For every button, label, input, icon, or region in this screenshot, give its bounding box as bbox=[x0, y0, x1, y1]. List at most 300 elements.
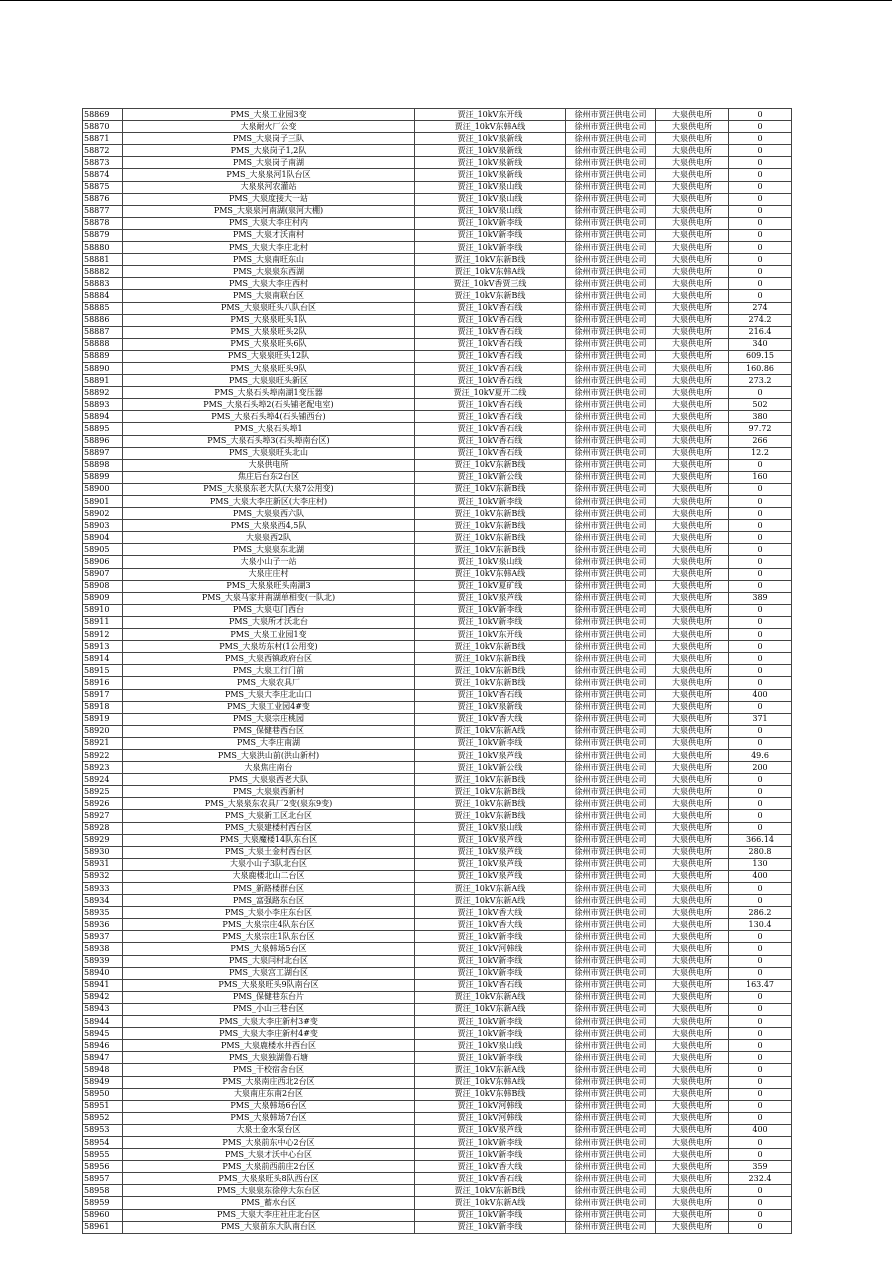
cell-feeder-line: 贾汪_10kV新李线 bbox=[415, 496, 566, 508]
table-row bbox=[83, 653, 792, 665]
cell-station: 大泉供电所 bbox=[656, 931, 729, 943]
cell-feeder-line: 贾汪_10kV香大线 bbox=[415, 1161, 566, 1173]
cell-feeder-line: 贾汪_10kV新李线 bbox=[415, 217, 566, 229]
cell-value: 0 bbox=[729, 1197, 792, 1209]
cell-area-name: PMS_大泉闫村北台区 bbox=[123, 955, 415, 967]
cell-row-id: 58925 bbox=[83, 786, 123, 798]
table-row bbox=[83, 169, 792, 181]
cell-station: 大泉供电所 bbox=[656, 278, 729, 290]
cell-feeder-line: 贾汪_10kV东新B线 bbox=[415, 641, 566, 653]
cell-area-name: PMS_大泉大李庄村内 bbox=[123, 217, 415, 229]
cell-value: 0 bbox=[729, 701, 792, 713]
cell-company: 徐州市贾汪供电公司 bbox=[566, 762, 656, 774]
cell-feeder-line: 贾汪_10kV东新B线 bbox=[415, 774, 566, 786]
cell-value: 380 bbox=[729, 411, 792, 423]
cell-value: 49.6 bbox=[729, 749, 792, 761]
cell-row-id: 58936 bbox=[83, 919, 123, 931]
cell-feeder-line: 贾汪_10kV新公线 bbox=[415, 762, 566, 774]
cell-station: 大泉供电所 bbox=[656, 858, 729, 870]
cell-value: 266 bbox=[729, 435, 792, 447]
cell-company: 徐州市贾汪供电公司 bbox=[566, 254, 656, 266]
cell-company: 徐州市贾汪供电公司 bbox=[566, 1185, 656, 1197]
cell-area-name: PMS_大泉泉河南湖(泉河大棚) bbox=[123, 205, 415, 217]
table-row bbox=[83, 919, 792, 931]
cell-feeder-line: 贾汪_10kV东新B线 bbox=[415, 483, 566, 495]
table-row bbox=[83, 568, 792, 580]
table-row bbox=[83, 677, 792, 689]
cell-feeder-line: 贾汪_10kV东新B线 bbox=[415, 810, 566, 822]
cell-value: 0 bbox=[729, 1052, 792, 1064]
cell-row-id: 58921 bbox=[83, 737, 123, 749]
cell-value: 0 bbox=[729, 677, 792, 689]
cell-company: 徐州市贾汪供电公司 bbox=[566, 350, 656, 362]
cell-feeder-line: 贾汪_10kV东韩A线 bbox=[415, 1076, 566, 1088]
cell-station: 大泉供电所 bbox=[656, 423, 729, 435]
cell-row-id: 58933 bbox=[83, 883, 123, 895]
cell-area-name: PMS_大泉工业园1变 bbox=[123, 629, 415, 641]
cell-area-name: PMS_大泉小李庄东台区 bbox=[123, 907, 415, 919]
cell-area-name: PMS_大泉洪山前(洪山新村) bbox=[123, 749, 415, 761]
cell-feeder-line: 贾汪_10kV泉芦线 bbox=[415, 592, 566, 604]
cell-company: 徐州市贾汪供电公司 bbox=[566, 338, 656, 350]
cell-value: 0 bbox=[729, 822, 792, 834]
cell-company: 徐州市贾汪供电公司 bbox=[566, 387, 656, 399]
table-row bbox=[83, 350, 792, 362]
cell-area-name: PMS_大泉鹿楼水井西台区 bbox=[123, 1040, 415, 1052]
cell-station: 大泉供电所 bbox=[656, 483, 729, 495]
cell-value: 0 bbox=[729, 290, 792, 302]
cell-station: 大泉供电所 bbox=[656, 121, 729, 133]
cell-company: 徐州市贾汪供电公司 bbox=[566, 1197, 656, 1209]
cell-area-name: PMS_大泉泉西老大队 bbox=[123, 774, 415, 786]
cell-company: 徐州市贾汪供电公司 bbox=[566, 1076, 656, 1088]
cell-value: 0 bbox=[729, 193, 792, 205]
cell-value: 232.4 bbox=[729, 1173, 792, 1185]
table-row bbox=[83, 616, 792, 628]
cell-row-id: 58950 bbox=[83, 1088, 123, 1100]
table-row bbox=[83, 786, 792, 798]
cell-feeder-line: 贾汪_10kV新李线 bbox=[415, 242, 566, 254]
cell-station: 大泉供电所 bbox=[656, 749, 729, 761]
cell-feeder-line: 贾汪_10kV新李线 bbox=[415, 931, 566, 943]
cell-feeder-line: 贾汪_10kV新李线 bbox=[415, 604, 566, 616]
cell-row-id: 58941 bbox=[83, 979, 123, 991]
cell-area-name: PMS_大泉工行门前 bbox=[123, 665, 415, 677]
cell-feeder-line: 贾汪_10kV东韩A线 bbox=[415, 266, 566, 278]
cell-area-name: PMS_大泉岗子三队 bbox=[123, 133, 415, 145]
cell-row-id: 58935 bbox=[83, 907, 123, 919]
cell-area-name: 大泉泉西2队 bbox=[123, 532, 415, 544]
cell-station: 大泉供电所 bbox=[656, 677, 729, 689]
table-row bbox=[83, 713, 792, 725]
cell-company: 徐州市贾汪供电公司 bbox=[566, 544, 656, 556]
cell-station: 大泉供电所 bbox=[656, 629, 729, 641]
cell-area-name: PMS_大泉南旺东山 bbox=[123, 254, 415, 266]
cell-value: 0 bbox=[729, 1076, 792, 1088]
cell-station: 大泉供电所 bbox=[656, 496, 729, 508]
cell-station: 大泉供电所 bbox=[656, 375, 729, 387]
table-row bbox=[83, 242, 792, 254]
cell-feeder-line: 贾汪_10kV东新B线 bbox=[415, 290, 566, 302]
cell-station: 大泉供电所 bbox=[656, 689, 729, 701]
cell-feeder-line: 贾汪_10kV香石线 bbox=[415, 399, 566, 411]
cell-row-id: 58961 bbox=[83, 1221, 123, 1233]
cell-row-id: 58896 bbox=[83, 435, 123, 447]
cell-area-name: PMS_大泉才沃南村 bbox=[123, 229, 415, 241]
cell-station: 大泉供电所 bbox=[656, 725, 729, 737]
cell-row-id: 58910 bbox=[83, 604, 123, 616]
cell-feeder-line: 贾汪_10kV香石线 bbox=[415, 326, 566, 338]
cell-feeder-line: 贾汪_10kV东新B线 bbox=[415, 520, 566, 532]
cell-company: 徐州市贾汪供电公司 bbox=[566, 157, 656, 169]
cell-station: 大泉供电所 bbox=[656, 1028, 729, 1040]
cell-area-name: PMS_大泉泉旺头9队 bbox=[123, 362, 415, 374]
table-row bbox=[83, 822, 792, 834]
cell-company: 徐州市贾汪供电公司 bbox=[566, 193, 656, 205]
cell-value: 0 bbox=[729, 544, 792, 556]
table-row bbox=[83, 991, 792, 1003]
cell-feeder-line: 贾汪_10kV东新B线 bbox=[415, 459, 566, 471]
cell-station: 大泉供电所 bbox=[656, 762, 729, 774]
cell-feeder-line: 贾汪_10kV东新A线 bbox=[415, 1003, 566, 1015]
cell-value: 0 bbox=[729, 1064, 792, 1076]
cell-value: 0 bbox=[729, 242, 792, 254]
table-row bbox=[83, 858, 792, 870]
cell-area-name: PMS_大泉石头埠2(石头铺老配电室) bbox=[123, 399, 415, 411]
cell-station: 大泉供电所 bbox=[656, 834, 729, 846]
cell-station: 大泉供电所 bbox=[656, 205, 729, 217]
table-body bbox=[83, 109, 792, 1234]
cell-value: 0 bbox=[729, 1136, 792, 1148]
cell-station: 大泉供电所 bbox=[656, 193, 729, 205]
cell-value: 0 bbox=[729, 520, 792, 532]
cell-station: 大泉供电所 bbox=[656, 302, 729, 314]
cell-area-name: PMS_干校宿舍台区 bbox=[123, 1064, 415, 1076]
cell-company: 徐州市贾汪供电公司 bbox=[566, 471, 656, 483]
cell-feeder-line: 贾汪_10kV东新B线 bbox=[415, 798, 566, 810]
cell-station: 大泉供电所 bbox=[656, 810, 729, 822]
cell-area-name: PMS_大泉新工区北台区 bbox=[123, 810, 415, 822]
cell-station: 大泉供电所 bbox=[656, 145, 729, 157]
cell-area-name: PMS_大泉农具厂 bbox=[123, 677, 415, 689]
cell-station: 大泉供电所 bbox=[656, 362, 729, 374]
cell-feeder-line: 贾汪_10kV新李线 bbox=[415, 1016, 566, 1028]
cell-station: 大泉供电所 bbox=[656, 532, 729, 544]
cell-company: 徐州市贾汪供电公司 bbox=[566, 1124, 656, 1136]
cell-value: 400 bbox=[729, 689, 792, 701]
cell-station: 大泉供电所 bbox=[656, 435, 729, 447]
cell-value: 0 bbox=[729, 1016, 792, 1028]
cell-company: 徐州市贾汪供电公司 bbox=[566, 1149, 656, 1161]
table-row bbox=[83, 314, 792, 326]
table-row bbox=[83, 1016, 792, 1028]
table-row bbox=[83, 338, 792, 350]
cell-value: 609.15 bbox=[729, 350, 792, 362]
cell-company: 徐州市贾汪供电公司 bbox=[566, 907, 656, 919]
table-row bbox=[83, 1136, 792, 1148]
cell-value: 366.14 bbox=[729, 834, 792, 846]
cell-company: 徐州市贾汪供电公司 bbox=[566, 967, 656, 979]
cell-company: 徐州市贾汪供电公司 bbox=[566, 991, 656, 1003]
cell-feeder-line: 贾汪_10kV泉新线 bbox=[415, 157, 566, 169]
cell-value: 371 bbox=[729, 713, 792, 725]
cell-station: 大泉供电所 bbox=[656, 774, 729, 786]
cell-feeder-line: 贾汪_10kV东新B线 bbox=[415, 508, 566, 520]
cell-feeder-line: 贾汪_10kV泉芦线 bbox=[415, 1124, 566, 1136]
cell-row-id: 58937 bbox=[83, 931, 123, 943]
cell-station: 大泉供电所 bbox=[656, 181, 729, 193]
cell-station: 大泉供电所 bbox=[656, 870, 729, 882]
table-row bbox=[83, 1124, 792, 1136]
cell-row-id: 58918 bbox=[83, 701, 123, 713]
cell-row-id: 58920 bbox=[83, 725, 123, 737]
cell-area-name: 大泉泉河农灌站 bbox=[123, 181, 415, 193]
cell-row-id: 58938 bbox=[83, 943, 123, 955]
cell-station: 大泉供电所 bbox=[656, 1185, 729, 1197]
cell-row-id: 58931 bbox=[83, 858, 123, 870]
cell-value: 0 bbox=[729, 883, 792, 895]
table-row bbox=[83, 592, 792, 604]
cell-row-id: 58893 bbox=[83, 399, 123, 411]
cell-station: 大泉供电所 bbox=[656, 508, 729, 520]
cell-value: 286.2 bbox=[729, 907, 792, 919]
cell-company: 徐州市贾汪供电公司 bbox=[566, 1040, 656, 1052]
cell-row-id: 58892 bbox=[83, 387, 123, 399]
cell-station: 大泉供电所 bbox=[656, 991, 729, 1003]
cell-area-name: PMS_大泉石头埠4(石头铺西台) bbox=[123, 411, 415, 423]
cell-area-name: PMS_大泉泉东老大队(大泉7公用变) bbox=[123, 483, 415, 495]
cell-station: 大泉供电所 bbox=[656, 1100, 729, 1112]
cell-station: 大泉供电所 bbox=[656, 1136, 729, 1148]
cell-row-id: 58905 bbox=[83, 544, 123, 556]
table-row bbox=[83, 326, 792, 338]
cell-area-name: PMS_大泉大李庄新村3#变 bbox=[123, 1016, 415, 1028]
cell-area-name: PMS_大泉宗庄桃园 bbox=[123, 713, 415, 725]
table-row bbox=[83, 1100, 792, 1112]
cell-row-id: 58959 bbox=[83, 1197, 123, 1209]
cell-row-id: 58875 bbox=[83, 181, 123, 193]
cell-feeder-line: 贾汪_10kV香石线 bbox=[415, 350, 566, 362]
cell-area-name: PMS_大泉南庄西北2台区 bbox=[123, 1076, 415, 1088]
table-row bbox=[83, 1197, 792, 1209]
cell-row-id: 58943 bbox=[83, 1003, 123, 1015]
cell-area-name: PMS_保健巷东台片 bbox=[123, 991, 415, 1003]
cell-row-id: 58945 bbox=[83, 1028, 123, 1040]
cell-company: 徐州市贾汪供电公司 bbox=[566, 532, 656, 544]
cell-feeder-line: 贾汪_10kV新李线 bbox=[415, 1028, 566, 1040]
table-row bbox=[83, 157, 792, 169]
cell-feeder-line: 贾汪_10kV东新A线 bbox=[415, 725, 566, 737]
table-row bbox=[83, 895, 792, 907]
cell-area-name: PMS_大泉宫工湖台区 bbox=[123, 967, 415, 979]
cell-area-name: PMS_富强路东台区 bbox=[123, 895, 415, 907]
cell-company: 徐州市贾汪供电公司 bbox=[566, 641, 656, 653]
cell-row-id: 58926 bbox=[83, 798, 123, 810]
cell-feeder-line: 贾汪_10kV东韩A线 bbox=[415, 121, 566, 133]
table-row bbox=[83, 399, 792, 411]
cell-station: 大泉供电所 bbox=[656, 1112, 729, 1124]
cell-feeder-line: 贾汪_10kV泉山线 bbox=[415, 822, 566, 834]
cell-station: 大泉供电所 bbox=[656, 254, 729, 266]
cell-value: 274 bbox=[729, 302, 792, 314]
cell-feeder-line: 贾汪_10kV泉芦线 bbox=[415, 846, 566, 858]
cell-value: 0 bbox=[729, 931, 792, 943]
cell-row-id: 58952 bbox=[83, 1112, 123, 1124]
cell-station: 大泉供电所 bbox=[656, 447, 729, 459]
cell-area-name: 焦庄后台东2台区 bbox=[123, 471, 415, 483]
cell-company: 徐州市贾汪供电公司 bbox=[566, 1161, 656, 1173]
table-row bbox=[83, 1209, 792, 1221]
cell-row-id: 58876 bbox=[83, 193, 123, 205]
cell-value: 0 bbox=[729, 629, 792, 641]
cell-area-name: PMS_大泉岗子1,2队 bbox=[123, 145, 415, 157]
table-row bbox=[83, 193, 792, 205]
cell-area-name: PMS_大泉所才沃北台 bbox=[123, 616, 415, 628]
cell-area-name: PMS_大泉大李庄新区(大李庄村) bbox=[123, 496, 415, 508]
cell-feeder-line: 贾汪_10kV泉山线 bbox=[415, 181, 566, 193]
cell-value: 0 bbox=[729, 1088, 792, 1100]
cell-company: 徐州市贾汪供电公司 bbox=[566, 205, 656, 217]
cell-company: 徐州市贾汪供电公司 bbox=[566, 580, 656, 592]
cell-value: 0 bbox=[729, 145, 792, 157]
cell-feeder-line: 贾汪_10kV新公线 bbox=[415, 471, 566, 483]
cell-row-id: 58873 bbox=[83, 157, 123, 169]
cell-station: 大泉供电所 bbox=[656, 713, 729, 725]
cell-value: 0 bbox=[729, 725, 792, 737]
table-row bbox=[83, 580, 792, 592]
cell-row-id: 58958 bbox=[83, 1185, 123, 1197]
cell-area-name: PMS_小山三巷台区 bbox=[123, 1003, 415, 1015]
cell-area-name: PMS_大泉泉旺头8队西台区 bbox=[123, 1173, 415, 1185]
cell-value: 502 bbox=[729, 399, 792, 411]
cell-value: 160 bbox=[729, 471, 792, 483]
cell-feeder-line: 贾汪_10kV东新B线 bbox=[415, 653, 566, 665]
cell-row-id: 58911 bbox=[83, 616, 123, 628]
cell-value: 0 bbox=[729, 109, 792, 121]
cell-row-id: 58886 bbox=[83, 314, 123, 326]
cell-row-id: 58957 bbox=[83, 1173, 123, 1185]
cell-area-name: PMS_大泉宗庄4队东台区 bbox=[123, 919, 415, 931]
cell-row-id: 58885 bbox=[83, 302, 123, 314]
cell-row-id: 58897 bbox=[83, 447, 123, 459]
table-row bbox=[83, 121, 792, 133]
cell-value: 0 bbox=[729, 568, 792, 580]
cell-area-name: PMS_大泉大李庄新村4#变 bbox=[123, 1028, 415, 1040]
cell-company: 徐州市贾汪供电公司 bbox=[566, 217, 656, 229]
table-row bbox=[83, 810, 792, 822]
cell-value: 0 bbox=[729, 205, 792, 217]
table-row bbox=[83, 1149, 792, 1161]
cell-feeder-line: 贾汪_10kV东新A线 bbox=[415, 991, 566, 1003]
cell-value: 0 bbox=[729, 157, 792, 169]
cell-feeder-line: 贾汪_10kV夏开二线 bbox=[415, 387, 566, 399]
cell-company: 徐州市贾汪供电公司 bbox=[566, 1209, 656, 1221]
cell-value: 0 bbox=[729, 278, 792, 290]
cell-row-id: 58917 bbox=[83, 689, 123, 701]
cell-row-id: 58879 bbox=[83, 229, 123, 241]
table-row bbox=[83, 290, 792, 302]
cell-row-id: 58878 bbox=[83, 217, 123, 229]
cell-row-id: 58902 bbox=[83, 508, 123, 520]
cell-company: 徐州市贾汪供电公司 bbox=[566, 653, 656, 665]
table-row bbox=[83, 278, 792, 290]
cell-feeder-line: 贾汪_10kV泉山线 bbox=[415, 205, 566, 217]
cell-row-id: 58877 bbox=[83, 205, 123, 217]
cell-station: 大泉供电所 bbox=[656, 266, 729, 278]
cell-value: 0 bbox=[729, 604, 792, 616]
table-row bbox=[83, 544, 792, 556]
cell-feeder-line: 贾汪_10kV东新B线 bbox=[415, 1185, 566, 1197]
cell-feeder-line: 贾汪_10kV东韩B线 bbox=[415, 1088, 566, 1100]
table-row bbox=[83, 508, 792, 520]
cell-row-id: 58872 bbox=[83, 145, 123, 157]
cell-area-name: PMS_大泉屯门西台 bbox=[123, 604, 415, 616]
cell-value: 0 bbox=[729, 774, 792, 786]
cell-company: 徐州市贾汪供电公司 bbox=[566, 629, 656, 641]
table-row bbox=[83, 1161, 792, 1173]
cell-area-name: PMS_大泉建楼村西台区 bbox=[123, 822, 415, 834]
cell-feeder-line: 贾汪_10kV香石线 bbox=[415, 447, 566, 459]
cell-area-name: PMS_大泉石头埠1 bbox=[123, 423, 415, 435]
cell-row-id: 58953 bbox=[83, 1124, 123, 1136]
cell-company: 徐州市贾汪供电公司 bbox=[566, 242, 656, 254]
cell-station: 大泉供电所 bbox=[656, 314, 729, 326]
table-row bbox=[83, 689, 792, 701]
table-row bbox=[83, 774, 792, 786]
table-row bbox=[83, 483, 792, 495]
cell-value: 0 bbox=[729, 653, 792, 665]
cell-area-name: PMS_大泉韩场6台区 bbox=[123, 1100, 415, 1112]
table-row bbox=[83, 205, 792, 217]
cell-row-id: 58898 bbox=[83, 459, 123, 471]
table-row bbox=[83, 556, 792, 568]
cell-area-name: 大泉焦庄南台 bbox=[123, 762, 415, 774]
cell-company: 徐州市贾汪供电公司 bbox=[566, 1173, 656, 1185]
cell-station: 大泉供电所 bbox=[656, 616, 729, 628]
cell-value: 0 bbox=[729, 955, 792, 967]
cell-company: 徐州市贾汪供电公司 bbox=[566, 701, 656, 713]
cell-feeder-line: 贾汪_10kV泉芦线 bbox=[415, 858, 566, 870]
table-row bbox=[83, 1221, 792, 1233]
cell-row-id: 58913 bbox=[83, 641, 123, 653]
cell-station: 大泉供电所 bbox=[656, 459, 729, 471]
cell-value: 389 bbox=[729, 592, 792, 604]
cell-company: 徐州市贾汪供电公司 bbox=[566, 109, 656, 121]
cell-value: 0 bbox=[729, 991, 792, 1003]
cell-feeder-line: 贾汪_10kV香石线 bbox=[415, 338, 566, 350]
cell-area-name: PMS_大泉前西前庄2台区 bbox=[123, 1161, 415, 1173]
cell-station: 大泉供电所 bbox=[656, 955, 729, 967]
cell-company: 徐州市贾汪供电公司 bbox=[566, 520, 656, 532]
cell-company: 徐州市贾汪供电公司 bbox=[566, 592, 656, 604]
cell-area-name: PMS_大泉泉旺头2队 bbox=[123, 326, 415, 338]
cell-row-id: 58880 bbox=[83, 242, 123, 254]
cell-value: 0 bbox=[729, 1149, 792, 1161]
cell-feeder-line: 贾汪_10kV泉新线 bbox=[415, 133, 566, 145]
cell-station: 大泉供电所 bbox=[656, 580, 729, 592]
cell-company: 徐州市贾汪供电公司 bbox=[566, 145, 656, 157]
table-row bbox=[83, 641, 792, 653]
cell-company: 徐州市贾汪供电公司 bbox=[566, 665, 656, 677]
cell-feeder-line: 贾汪_10kV香石线 bbox=[415, 302, 566, 314]
cell-station: 大泉供电所 bbox=[656, 242, 729, 254]
cell-area-name: 大泉供电所 bbox=[123, 459, 415, 471]
table-row bbox=[83, 967, 792, 979]
table-row bbox=[83, 749, 792, 761]
cell-station: 大泉供电所 bbox=[656, 229, 729, 241]
cell-area-name: 大泉鹿楼北山二台区 bbox=[123, 870, 415, 882]
cell-feeder-line: 贾汪_10kV泉新线 bbox=[415, 145, 566, 157]
